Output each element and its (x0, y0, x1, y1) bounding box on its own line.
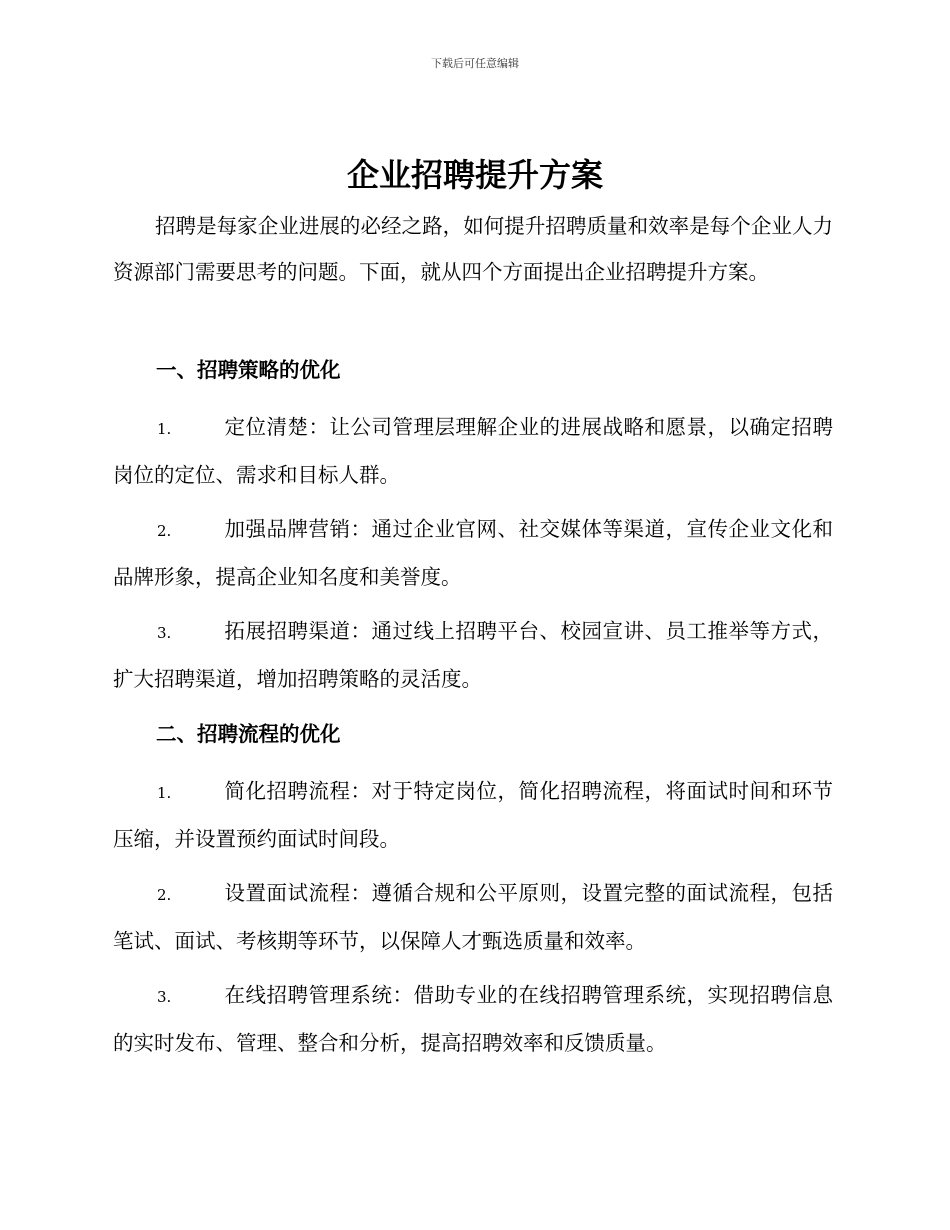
list-item-text: 拓展招聘渠道：通过线上招聘平台、校园宣讲、员工推举等方式，扩大招聘渠道，增加招聘策略的灵活度。 (113, 619, 833, 691)
list-item (113, 506, 833, 600)
list-item-number: 2. (157, 886, 172, 904)
document-title: 企业招聘提升方案 (346, 156, 603, 194)
list-item (113, 972, 833, 1066)
list-item (113, 404, 833, 498)
section-heading-recruitment-strategy: 一、招聘策略的优化 (156, 358, 341, 382)
list-item (113, 870, 833, 964)
list-item-number: 1. (157, 420, 172, 438)
list-item-number: 2. (157, 522, 172, 540)
list-item-number: 3. (157, 988, 172, 1006)
list-item (113, 768, 833, 862)
list-item-text: 在线招聘管理系统：借助专业的在线招聘管理系统，实现招聘信息的实时发布、管理、整合和分析，提高招聘效率和反馈质量。 (113, 983, 833, 1055)
list-item-number: 3. (157, 624, 172, 642)
list-item-number: 1. (157, 784, 172, 802)
list-item-text: 定位清楚：让公司管理层理解企业的进展战略和愿景，以确定招聘岗位的定位、需求和目标人群。 (113, 415, 833, 487)
header-note: 下载后可任意编辑 (431, 57, 519, 70)
list-item (113, 608, 833, 702)
section-heading-recruitment-process: 二、招聘流程的优化 (156, 722, 341, 746)
list-item-text: 简化招聘流程：对于特定岗位，简化招聘流程，将面试时间和环节压缩，并设置预约面试时间段。 (113, 779, 833, 851)
intro-paragraph: 招聘是每家企业进展的必经之路，如何提升招聘质量和效率是每个企业人力资源部门需要思考的问题。下面，就从四个方面提出企业招聘提升方案。 (113, 214, 833, 284)
list-item-text: 加强品牌营销：通过企业官网、社交媒体等渠道，宣传企业文化和品牌形象，提高企业知名度和美誉度。 (113, 517, 833, 589)
list-item-text: 设置面试流程：遵循合规和公平原则，设置完整的面试流程，包括笔试、面试、考核期等环节，以保障人才甄选质量和效率。 (113, 881, 833, 953)
